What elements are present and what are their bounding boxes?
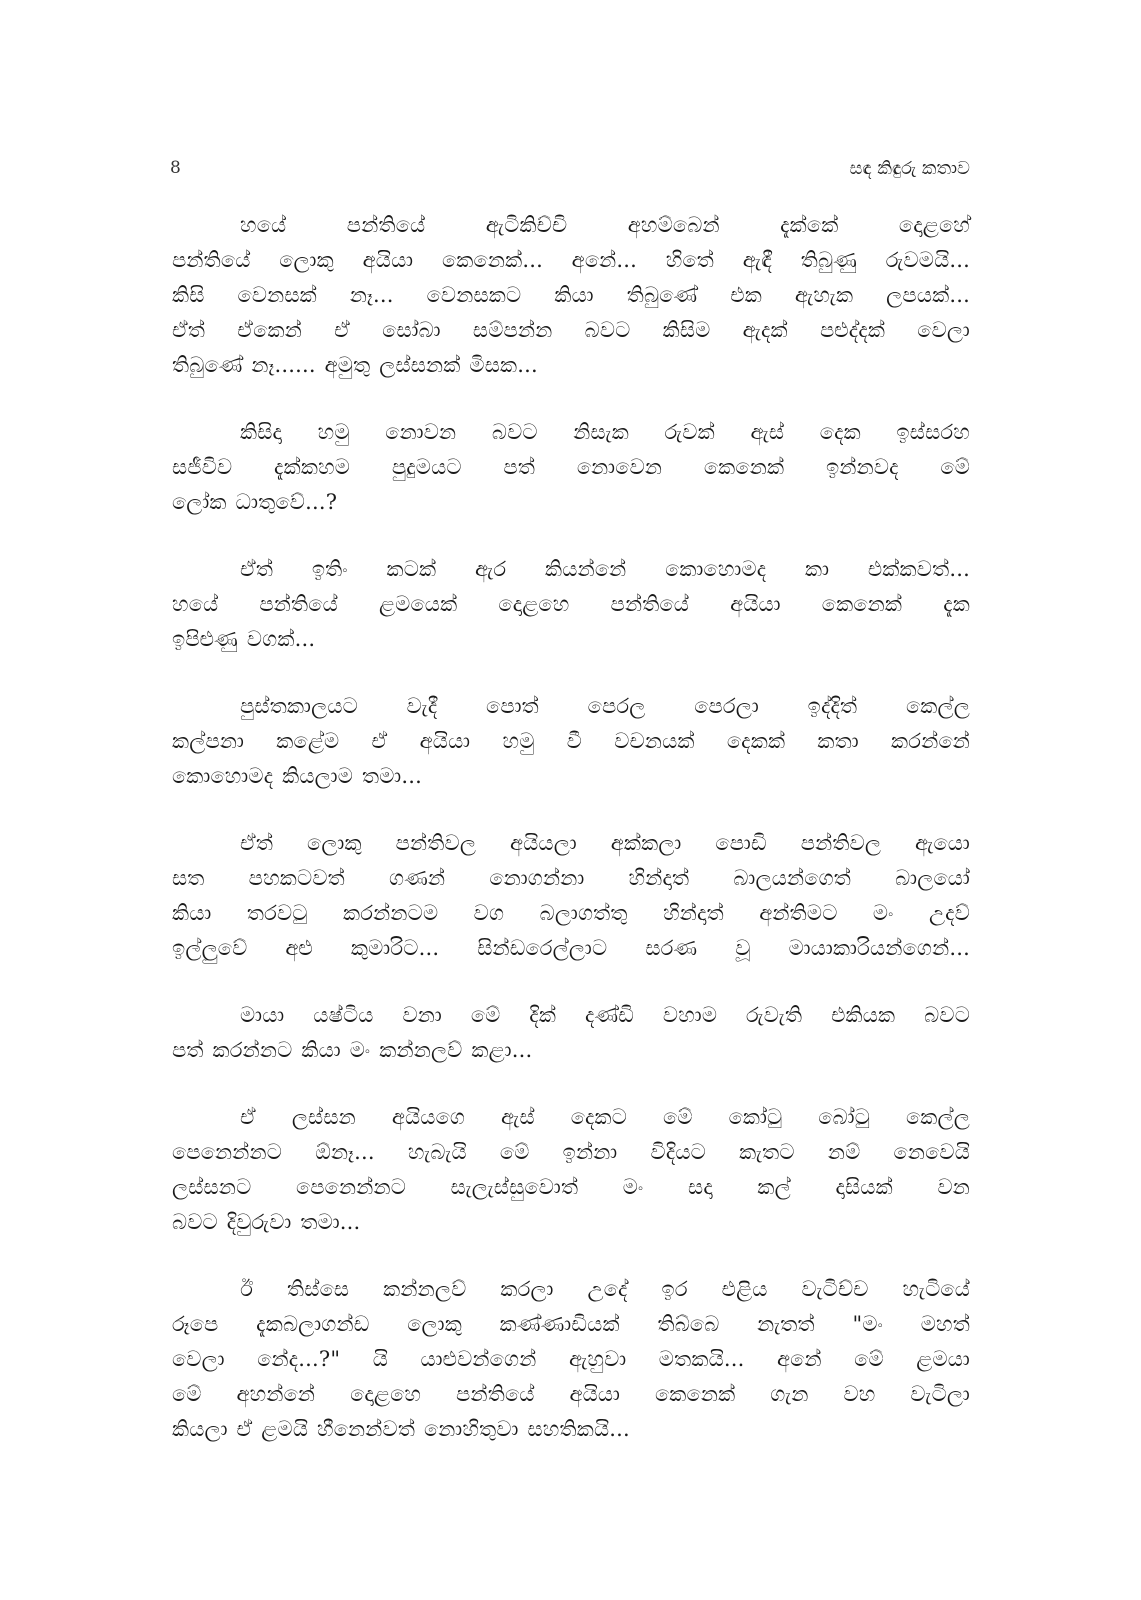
paragraph-1 xyxy=(172,208,970,383)
text-line: ඉපිළුණු වගක්... xyxy=(172,627,316,651)
text-line: කිසිදා හමු නොවන බවට නිසැක රුවක් ඇස් දෙක ඉස්සරහ xyxy=(240,420,970,444)
text-line: හයේ පන්තියේ ඇටිකිච්චි අහම්බෙන් දැක්කේ දොළහේ xyxy=(240,213,970,237)
running-title: සඳ කිඳුරු කතාව xyxy=(849,158,970,179)
text-line: පත් කරන්නට කියා මං කන්නලව් කළා... xyxy=(172,1038,533,1062)
text-line: කිසි වෙනසක් නෑ... වෙනසකට කියා තිබුණේ එක ඇහැක ලපයක්... xyxy=(172,283,970,307)
body-text xyxy=(172,208,970,1479)
paragraph-3 xyxy=(172,552,970,657)
text-line: මේ අහන්නේ දොළහෙ පන්තියේ අයියා කෙනෙක් ගැන වහ වැටිලා xyxy=(172,1382,970,1406)
text-line: බවට දිවුරුවා තමා... xyxy=(172,1210,361,1234)
text-line: ඉල්ලුවේ අළු කුමාරිට... සින්ඩරෙල්ලාට සරණ වූ මායාකාරියන්ගෙන්... xyxy=(172,936,970,960)
text-line: තිබුණේ නෑ...... අමුතු ලස්සනක් මිසක... xyxy=(172,353,538,377)
page-number: 8 xyxy=(170,158,181,178)
page-header xyxy=(170,158,970,188)
text-line: කියා තරවටු කරන්නටම වග බලාගත්තු හින්දාත් අන්තිමට මං උදව් xyxy=(172,901,970,925)
text-line: කියලා ඒ ළමයි හීනෙන්වත් නොහිතුවා සහතිකයි... xyxy=(172,1417,630,1441)
paragraph-6 xyxy=(172,998,970,1068)
text-line: ඒත් ඒකෙන් ඒ සෝබා සම්පන්න බවට කිසිම ඇදක් පළුද්දක් වෙලා xyxy=(172,318,970,342)
text-line: කොහොමද කියලාම තමා... xyxy=(172,764,423,788)
paragraph-7 xyxy=(172,1100,970,1240)
text-line: ඊ තිස්සෙ කන්නලව් කරලා උදේ ඉර එළිය වැටිච්ච හැටියේ xyxy=(240,1277,970,1301)
paragraph-2 xyxy=(172,415,970,520)
text-line: ඒ ලස්සන අයියගෙ ඇස් දෙකට මේ කෝටු බෝටු කෙල්ල xyxy=(240,1105,970,1129)
paragraph-4 xyxy=(172,689,970,794)
text-line: පුස්තකාලයට වැදී පොත් පෙරල පෙරලා ඉද්දිත් කෙල්ල xyxy=(240,694,970,718)
paragraph-8 xyxy=(172,1272,970,1447)
text-line: මායා යෂ්ටිය වනා මේ දික් දණ්ඩි වහාම රුවැති එකියක බවට xyxy=(240,1003,970,1027)
text-line: පන්තියේ ලොකු අයියා කෙනෙක්... අනේ... හිතේ ඇඳී තිබුණු රුවමයි... xyxy=(172,248,970,272)
text-line: ඒත් ලොකු පන්තිවල අයියලා අක්කලා පොඩි පන්තිවල ඇයො xyxy=(240,831,970,855)
text-line: හයේ පන්තියේ ළමයෙක් දොළහෙ පන්තියේ අයියා කෙනෙක් දැක xyxy=(172,592,970,616)
text-line: ලෝක ධාතුවේ...? xyxy=(172,490,338,514)
text-line: වෙලා නේද...?" යි යාළුවන්ගෙන් ඇහුවා මතකයි... අනේ මේ ළමයා xyxy=(172,1347,970,1371)
text-line: රූපෙ දැකබලාගන්ඩ ලොකු කණ්ණාඩියක් තිබ්බෙ නැතත් "මං මහත් xyxy=(172,1312,970,1336)
paragraph-5 xyxy=(172,826,970,966)
text-line: පෙනෙන්නට ඕනෑ... හැබැයි මේ ඉන්නා විදියට කැතට නම් නෙවෙයි xyxy=(172,1140,970,1164)
text-line: කල්පනා කළේම ඒ අයියා හමු වී වචනයක් දෙකක් කතා කරන්නේ xyxy=(172,729,970,753)
text-line: සත පහකටවත් ගණන් නොගන්නා හින්දාත් බාලයන්ගෙත් බාලයෝ xyxy=(172,866,970,890)
text-line: සජීවිව දැක්කහම පුදුමයට පත් නොවෙන කෙනෙක් ඉන්නවද මේ xyxy=(172,455,970,479)
text-line: ඒත් ඉතිං කටක් ඇර කියන්නේ කොහොමද කා එක්කවත්... xyxy=(240,557,970,581)
text-line: ලස්සනට පෙනෙන්නට සැලැස්සුවොත් මං සදා කල් දාසියක් වන xyxy=(172,1175,970,1199)
